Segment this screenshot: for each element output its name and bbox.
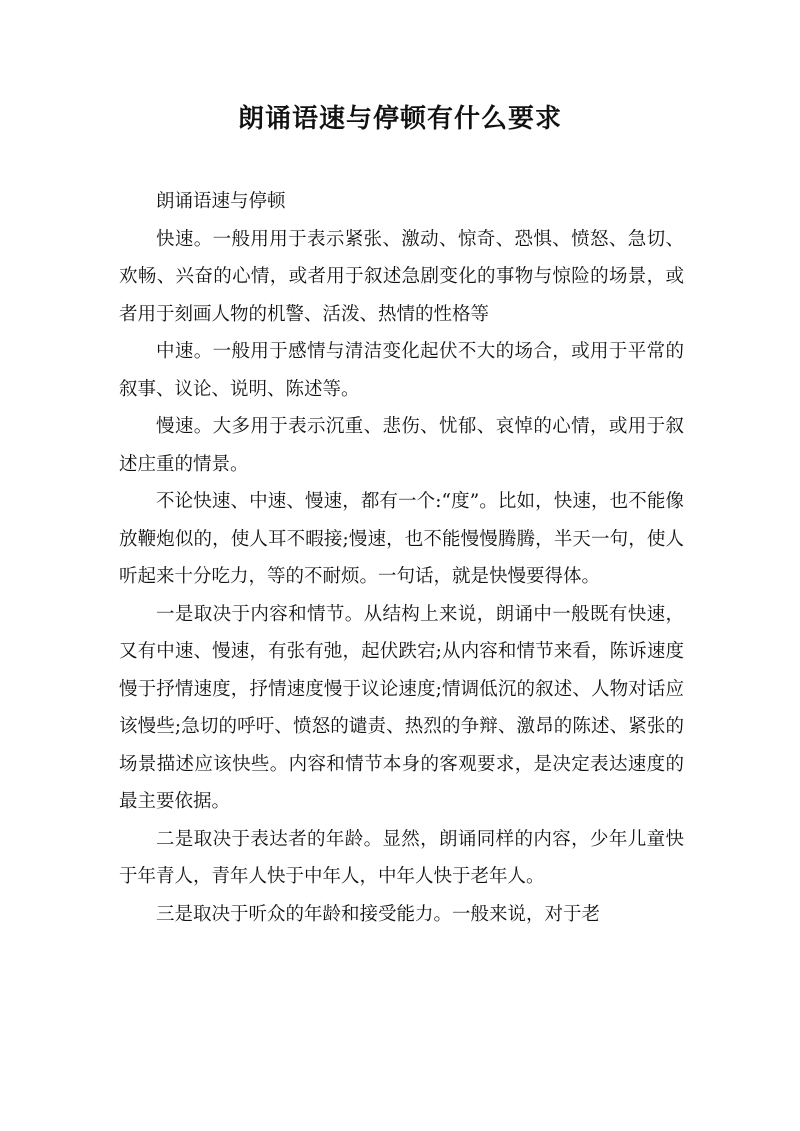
paragraph: 慢速。大多用于表示沉重、悲伤、忧郁、哀悼的心情，或用于叙述庄重的情景。 [119, 416, 684, 475]
paragraph: 一是取决于内容和情节。从结构上来说，朗诵中一般既有快速，又有中速、慢速，有张有弛，起伏跌宕;从内容和情节来看，陈诉速度慢于抒情速度，抒情速度慢于议论速度;情调低沉的叙述、人物对话应该慢些;急切的呼吁、愤怒的谴责、热烈的争辩、激昂的陈述、紧张的场景描述应该快些。内容和情节本身的客观要求，是决定表达速度的最主要依据。 [119, 603, 684, 812]
paragraph: 二是取决于表达者的年龄。显然，朗诵同样的内容，少年儿童快于年青人，青年人快于中年人，中年人快于老年人。 [119, 828, 684, 887]
paragraph: 三是取决于听众的年龄和接受能力。一般来说，对于老 [156, 903, 601, 925]
page-title: 朗诵语速与停顿有什么要求 [237, 104, 562, 134]
section-heading: 朗诵语速与停顿 [156, 191, 286, 212]
paragraph: 中速。一般用于感情与清洁变化起伏不大的场合，或用于平常的叙事、议论、说明、陈述等。 [119, 341, 684, 400]
document-body [119, 183, 684, 933]
paragraph: 快速。一般用用于表示紧张、激动、惊奇、恐惧、愤怒、急切、欢畅、兴奋的心情，或者用于叙述急剧变化的事物与惊险的场景，或者用于刻画人物的机警、活泼、热情的性格等 [119, 228, 684, 325]
paragraph: 不论快速、中速、慢速，都有一个:“度”。比如，快速，也不能像放鞭炮似的，使人耳不暇接;慢速，也不能慢慢腾腾，半天一句，使人听起来十分吃力，等的不耐烦。一句话，就是快慢要得体。 [119, 491, 684, 587]
